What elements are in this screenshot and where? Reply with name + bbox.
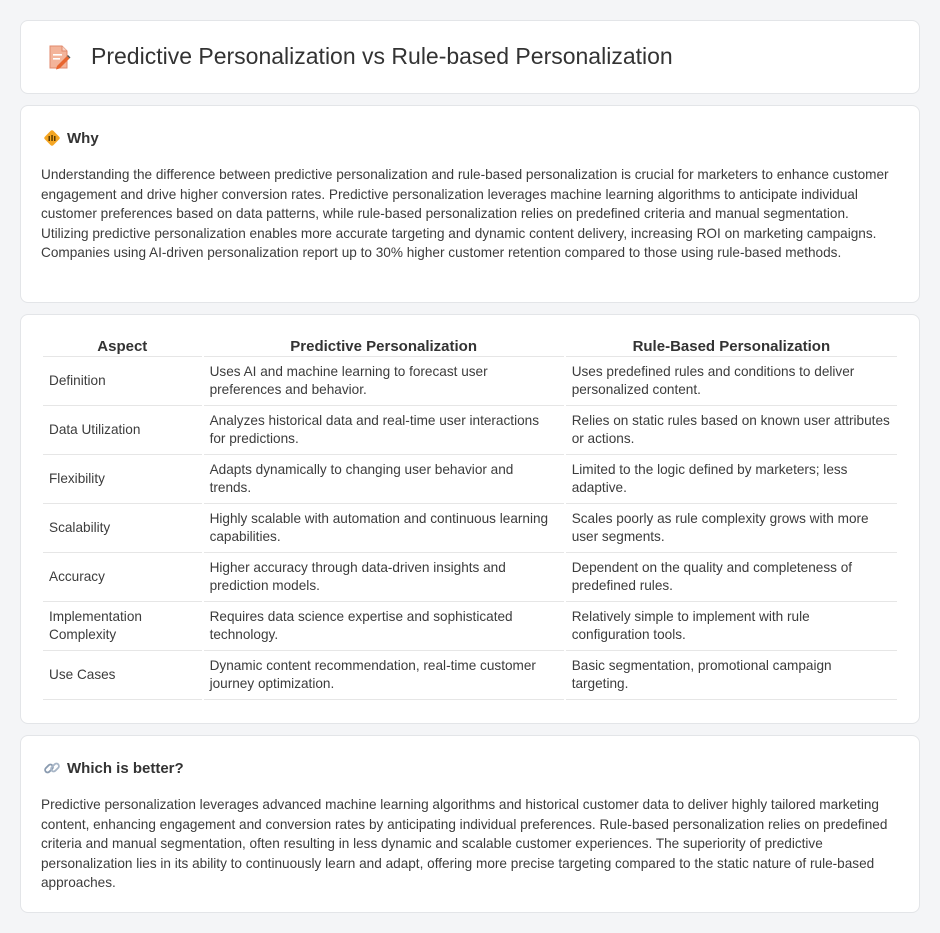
warning-sign-icon (43, 129, 61, 147)
table-row (43, 553, 897, 602)
column-header-rule-based: Rule-Based Personalization (566, 335, 897, 357)
header-card (20, 20, 920, 94)
aspect-cell: Data Utilization (43, 406, 202, 455)
table-header-row (43, 335, 897, 357)
rule-based-cell: Relatively simple to implement with rule configuration tools. (566, 602, 897, 651)
table-row (43, 406, 897, 455)
which-is-better-body: Predictive personalization leverages advanced machine learning algorithms and historical customer data to deliver highly tailored marketing content, enhancing engagement and conversion rates by anticipating individual preferences. Rule-based personalization relies on predefined criteria and manual segmentation, often resulting in less dynamic and scalable customer experiences. The superiority of predictive personalization lies in its ability to continuously learn and adapt, offering more precise targeting compared to the static nature of rule-based approaches. (41, 797, 888, 890)
rule-based-cell: Limited to the logic defined by marketers; less adaptive. (566, 455, 897, 504)
predictive-cell: Highly scalable with automation and continuous learning capabilities. (204, 504, 564, 553)
which-is-better-section (20, 735, 920, 913)
aspect-cell: Use Cases (43, 651, 202, 700)
predictive-cell: Adapts dynamically to changing user behavior and trends. (204, 455, 564, 504)
why-body: Understanding the difference between predictive personalization and rule-based personalization is crucial for marketers to enhance customer engagement and drive higher conversion rates. Predictive personalization leverages machine learning algorithms to anticipate individual customer preferences based on data patterns, while rule-based personalization relies on predefined criteria and manual segmentation. Utilizing predictive personalization enables more accurate targeting and dynamic content delivery, increasing ROI on marketing campaigns. Companies using AI-driven personalization report up to 30% higher customer retention compared to those using rule-based methods. (41, 167, 889, 260)
rule-based-cell: Relies on static rules based on known user attributes or actions. (566, 406, 897, 455)
aspect-cell: Definition (43, 357, 202, 406)
which-is-better-title: Which is better? (67, 759, 184, 777)
comparison-table (41, 335, 899, 700)
rule-based-cell: Dependent on the quality and completeness of predefined rules. (566, 553, 897, 602)
page-title: Predictive Personalization vs Rule-based Personalization (91, 43, 673, 69)
link-icon (43, 759, 61, 777)
table-row (43, 602, 897, 651)
document-edit-icon (47, 44, 71, 70)
predictive-cell: Higher accuracy through data-driven insights and prediction models. (204, 553, 564, 602)
predictive-cell: Uses AI and machine learning to forecast user preferences and behavior. (204, 357, 564, 406)
rule-based-cell: Basic segmentation, promotional campaign targeting. (566, 651, 897, 700)
why-title: Why (67, 129, 99, 147)
predictive-cell: Analyzes historical data and real-time user interactions for predictions. (204, 406, 564, 455)
predictive-cell: Requires data science expertise and sophisticated technology. (204, 602, 564, 651)
why-section (20, 105, 920, 303)
aspect-cell: Flexibility (43, 455, 202, 504)
aspect-cell: Accuracy (43, 553, 202, 602)
predictive-cell: Dynamic content recommendation, real-time customer journey optimization. (204, 651, 564, 700)
rule-based-cell: Scales poorly as rule complexity grows with more user segments. (566, 504, 897, 553)
table-row (43, 651, 897, 700)
comparison-section (20, 314, 920, 724)
column-header-predictive: Predictive Personalization (204, 335, 564, 357)
rule-based-cell: Uses predefined rules and conditions to deliver personalized content. (566, 357, 897, 406)
table-row (43, 357, 897, 406)
column-header-aspect: Aspect (43, 335, 202, 357)
aspect-cell: Scalability (43, 504, 202, 553)
table-row (43, 455, 897, 504)
table-row (43, 504, 897, 553)
aspect-cell: Implementation Complexity (43, 602, 202, 651)
